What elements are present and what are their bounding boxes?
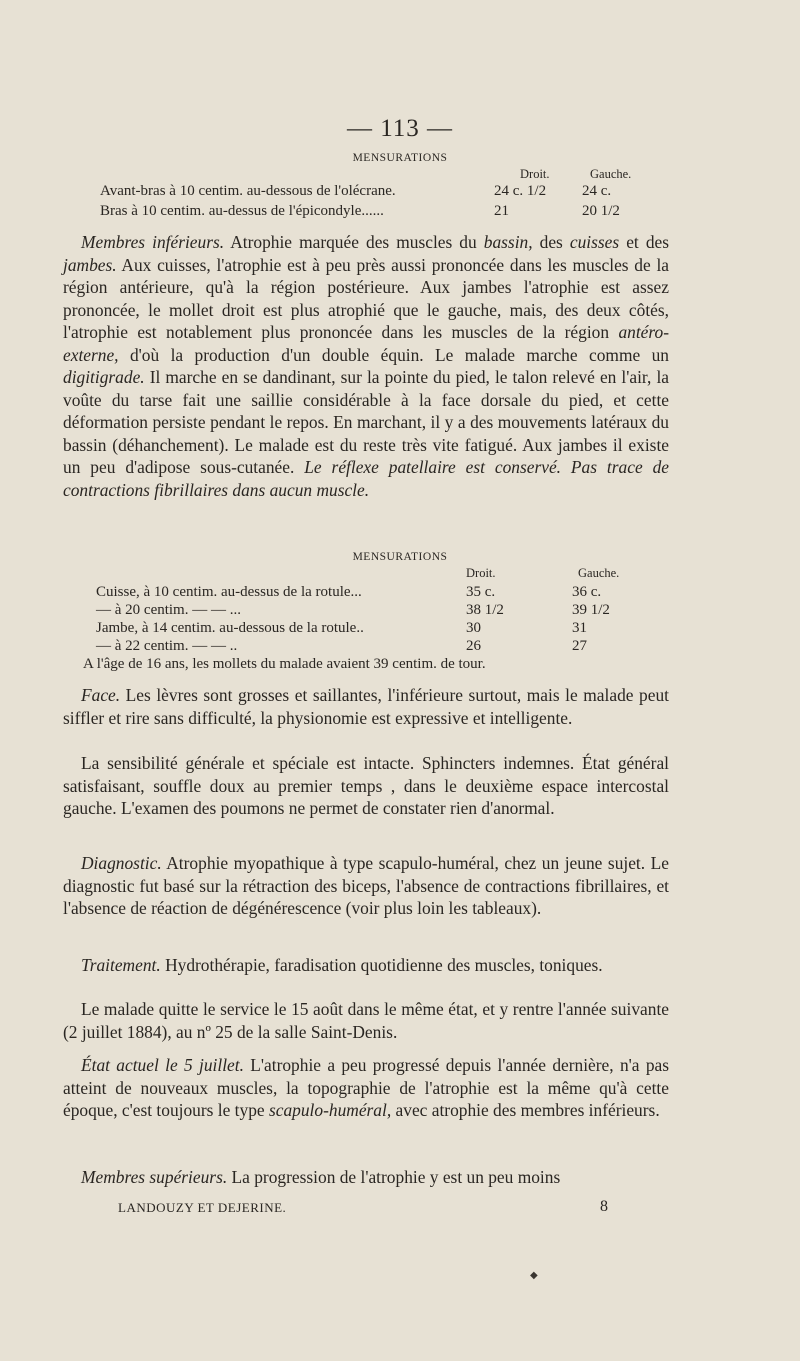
paragraph-upper-limbs: Membres supérieurs. La progression de l'atrophie y est un peu moins <box>81 1167 561 1187</box>
row-label: Cuisse, à 10 centim. au-dessus de la rotule... <box>96 584 362 600</box>
page-number: — 113 — <box>346 115 454 142</box>
row-left: 20 1/2 <box>582 203 620 219</box>
paragraph-current-state: État actuel le 5 juillet. L'atrophie a peu progressé depuis l'année dernière, n'a pas atteint de nouveaux muscles, la topographie de l'atrophie est la même qu'à cette époque, c'est toujours le type scapulo-huméral, avec atrophie des membres inférieurs. <box>63 1055 669 1120</box>
row-right: 24 c. 1/2 <box>494 183 547 199</box>
row-left: 31 <box>572 620 587 636</box>
col-right-header: Droit. <box>466 566 496 580</box>
col-left-header: Gauche. <box>578 566 620 580</box>
row-right: 35 c. <box>466 584 496 600</box>
measurement-row <box>0 203 800 223</box>
row-right: 26 <box>466 638 481 654</box>
row-left: 27 <box>572 638 587 654</box>
measurement-row <box>0 602 800 622</box>
footer-authors: LANDOUZY ET DEJERINE. <box>118 1200 287 1215</box>
measurements-title: MENSURATIONS <box>352 551 448 563</box>
ink-speck: ◆ <box>530 1270 538 1281</box>
measurement-row <box>0 584 800 604</box>
paragraph-diagnostic: Diagnostic. Atrophie myopathique à type scapulo-huméral, chez un jeune sujet. Le diagnostic fut basé sur la rétraction des biceps, l'absence de contractions fibrillaires, et l'absence de réaction de dégénérescence (voir plus loin les tableaux). <box>63 853 669 918</box>
paragraph-treatment: Traitement. Hydrothérapie, faradisation quotidienne des muscles, toniques. <box>81 955 603 975</box>
paragraph-discharge: Le malade quitte le service le 15 août dans le même état, et y rentre l'année suivante (2 juillet 1884), au nº 25 de la salle Saint-Denis. <box>63 999 669 1042</box>
row-right: 30 <box>466 620 481 636</box>
row-left: 36 c. <box>572 584 602 600</box>
paragraph-heading: Membres supérieurs. <box>81 1167 228 1187</box>
paragraph-lower-limbs: Membres inférieurs. Atrophie marquée des muscles du bassin, des cuisses et des jambes. Aux cuisses, l'atrophie est à peu près aussi prononcée dans les muscles de la région antérieure, qu'à la région postérieure. Aux jambes l'atrophie est assez prononcée, le mollet droit est plus atrophié que le gauche, mais, des deux côtés, l'atrophie est notablement plus prononcée dans les muscles de la région antéro-externe, d'où la production d'un double équin. Le malade marche comme un digitigrade. Il marche en se dandinant, sur la pointe du pied, le talon relevé en l'air, la voûte du tarse fait une saillie considérable à la face dorsale du pied, et cette déformation persiste pendant le repos. En marchant, il y a des mouvements latéraux du bassin (déhanchement). Le malade est du reste très vite fatigué. Aux jambes il existe un peu d'adipose sous-cutanée. Le réflexe patellaire est conservé. Pas trace de contractions fibrillaires dans aucun muscle. <box>63 232 669 500</box>
paragraph-heading: Membres inférieurs. <box>81 232 225 252</box>
row-label: Bras à 10 centim. au-dessus de l'épicondyle...... <box>100 203 384 219</box>
measurement-row <box>0 620 800 640</box>
row-right: 38 1/2 <box>466 602 504 618</box>
measurement-note: A l'âge de 16 ans, les mollets du malade avaient 39 centim. de tour. <box>83 656 486 672</box>
measurements-header <box>0 566 800 586</box>
col-right-header: Droit. <box>520 167 550 181</box>
measurement-row <box>0 638 800 658</box>
row-label: Avant-bras à 10 centim. au-dessous de l'olécrane. <box>100 183 396 199</box>
paragraph-face: Face. Les lèvres sont grosses et saillantes, l'inférieure surtout, mais le malade peut siffler et rire sans difficulté, la physionomie est expressive et intelligente. <box>63 685 669 728</box>
paragraph-heading: Face. <box>81 685 121 705</box>
row-label: Jambe, à 14 centim. au-dessous de la rotule.. <box>96 620 364 636</box>
paragraph-heading: État actuel le 5 juillet. <box>81 1055 244 1075</box>
measurements-title: MENSURATIONS <box>352 152 448 164</box>
row-label: — à 20 centim. — — ... <box>96 602 241 618</box>
paragraph-sensibility: La sensibilité générale et spéciale est intacte. Sphincters indemnes. État général satisfaisant, souffle doux au premier temps , dans le deuxième espace intercostal gauche. L'examen des poumons ne permet de constater rien d'anormal. <box>63 753 669 818</box>
row-left: 24 c. <box>582 183 612 199</box>
col-left-header: Gauche. <box>590 167 632 181</box>
row-right: 21 <box>494 203 509 219</box>
signature-number: 8 <box>600 1198 609 1215</box>
paragraph-heading: Traitement. <box>81 955 161 975</box>
row-label: — à 22 centim. — — .. <box>96 638 238 654</box>
measurement-row <box>0 183 800 203</box>
paragraph-heading: Diagnostic. <box>81 853 162 873</box>
row-left: 39 1/2 <box>572 602 610 618</box>
